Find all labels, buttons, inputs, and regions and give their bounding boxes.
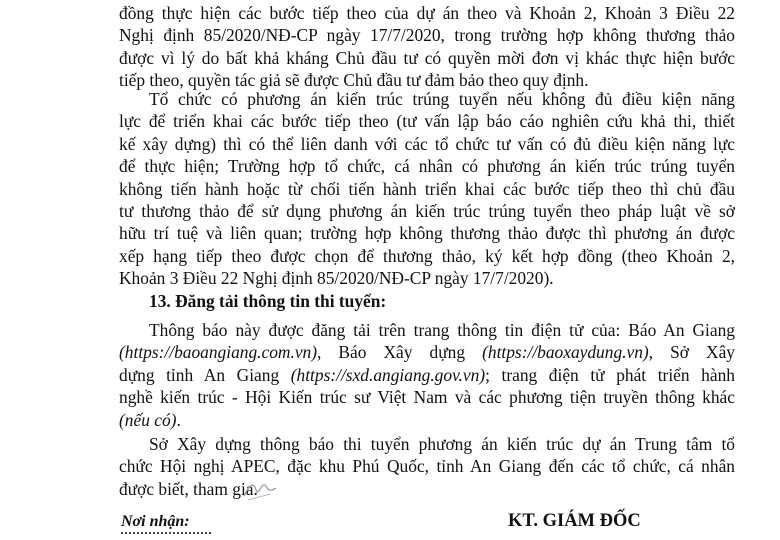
recipients-label: Nơi nhận: (121, 513, 190, 530)
url-baoangiang: (https://baoangiang.com.vn) (119, 342, 318, 363)
text-line: Nghị định 85/2020/NĐ-CP ngày 17/7/2020, trong trường hợp không thương thảo (119, 25, 735, 46)
text-line: đồng thực hiện các bước tiếp theo của dự án theo và Khoản 2, Khoản 3 Điều 22 (119, 3, 735, 23)
section-heading-13: 13. Đăng tải thông tin thi tuyển: (149, 291, 387, 311)
text-line: nghề kiến trúc - Hội Kiến trúc sư Việt Nam và các phương tiện truyền thông khác (119, 387, 735, 408)
text-line: chức Hội nghị APEC, đặc khu Phú Quốc, tỉnh An Giang đến các tổ chức, cá nhân (119, 456, 735, 477)
text-line (119, 341, 735, 363)
text-fragment: ; trang điện tử phát triển hành (485, 364, 735, 385)
text-fragment: . (176, 409, 181, 430)
recipient-list-cutoff (121, 532, 211, 540)
text-line: Tổ chức có phương án kiến trúc trúng tuyển nếu không đủ điều kiện năng (149, 89, 735, 109)
paragraph-publication (119, 319, 735, 431)
text-line: kế xây dựng) thì có thể liên danh với các tổ chức tư vấn có đủ điều kiện năng lực (119, 133, 735, 154)
text-line (119, 409, 735, 431)
text-fragment: , Sở Xây (648, 342, 735, 363)
url-sxd-angiang: (https://sxd.angiang.gov.vn) (290, 364, 486, 385)
text-fragment: (nếu có) (119, 409, 177, 430)
text-line: lực để triển khai các bước tiếp theo (tư vấn lập báo cáo nghiên cứu khả thi, thiết (119, 111, 735, 132)
signatory-title: KT. GIÁM ĐỐC (508, 511, 641, 531)
text-fragment: dựng tỉnh An Giang (119, 364, 291, 385)
text-line: tiếp theo, quyền tác giả sẽ được Chủ đầu tư đảm bảo theo quy định. (119, 70, 589, 91)
paragraph-winning-organization (119, 88, 735, 290)
text-fragment: , Báo Xây dựng (317, 342, 483, 363)
text-line: được biết, tham gia. (119, 478, 258, 499)
text-line: Thông báo này được đăng tải trên trang thông tin điện tử của: Báo An Giang (149, 320, 735, 340)
text-line: tư thương thảo để sử dụng phương án kiến trúc trúng tuyển theo pháp luật về sở (119, 201, 735, 222)
text-line: hữu trí tuệ và liên quan; trường hợp không thương thảo được thì phương án được (119, 223, 735, 244)
text-line: Khoản 3 Điều 22 Nghị định 85/2020/NĐ-CP ngày 17/7/2020). (119, 268, 554, 289)
paragraph-announcement (119, 433, 735, 500)
text-line (119, 364, 735, 386)
text-line: để thực hiện; Trường hợp tổ chức, cá nhân có phương án kiến trúc trúng tuyển (119, 156, 735, 177)
text-line: được vì lý do bất khả kháng Chủ đầu tư có quyền mời đơn vị khác thực hiện bước (119, 47, 735, 68)
text-line: không tiến hành hoặc từ chối tiến hành triển khai các bước tiếp theo thì chủ đầu (119, 178, 735, 199)
text-line: xếp hạng tiếp theo được chọn để thương thảo, ký kết hợp đồng (theo Khoản 2, (119, 245, 735, 266)
initial-signature-icon (240, 474, 280, 504)
text-line: Sở Xây dựng thông báo thi tuyển phương án kiến trúc dự án Trung tâm tổ (149, 434, 735, 454)
paragraph-agreement-rights (119, 2, 735, 92)
url-baoxaydung: (https://baoxaydung.vn) (482, 342, 649, 363)
